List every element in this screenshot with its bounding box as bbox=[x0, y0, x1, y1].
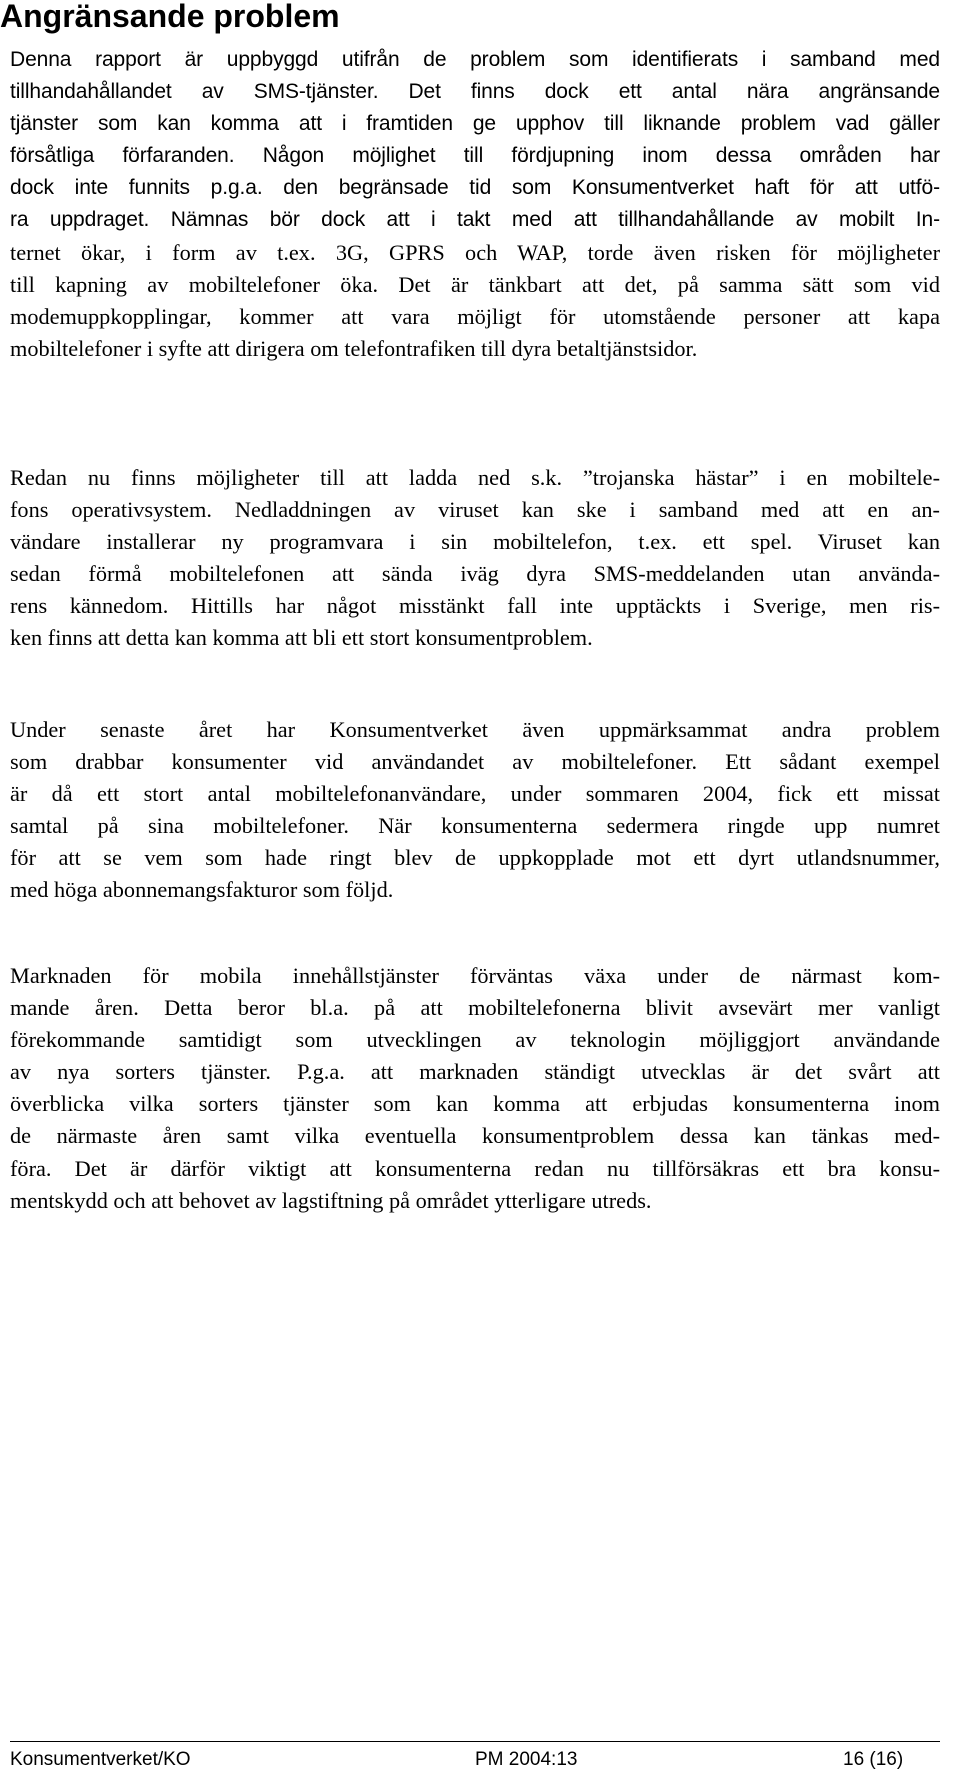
paragraph-line: mentskydd och att behovet av lagstiftning på området ytterligare utreds. bbox=[10, 1187, 652, 1213]
paragraph-line: dock inte funnits p.g.a. den begränsade tid som Konsumentverket haft för att utfö- bbox=[10, 176, 940, 200]
paragraph-line: fons operativsystem. Nedladdningen av viruset kan ske i samband med att en an- bbox=[10, 497, 940, 523]
paragraph-line: förekommande samtidigt som utvecklingen av teknologin möjliggjort användande bbox=[10, 1027, 940, 1053]
footer-organization: Konsumentverket/KO bbox=[10, 1749, 191, 1770]
paragraph-line: som drabbar konsumenter vid användandet av mobiltelefoner. Ett sådant exempel bbox=[10, 749, 940, 775]
paragraph-line: sedan förmå mobiltelefonen att sända iväg dyra SMS-meddelanden utan använda- bbox=[10, 561, 940, 587]
paragraph-line: ternet ökar, i form av t.ex. 3G, GPRS och WAP, torde även risken för möjligheter bbox=[10, 239, 940, 265]
paragraph-line: med höga abonnemangsfakturor som följd. bbox=[10, 877, 394, 903]
paragraph-line: tjänster som kan komma att i framtiden ge upphov till liknande problem vad gäller bbox=[10, 112, 940, 136]
paragraph-line: tillhandahållandet av SMS-tjänster. Det finns dock ett antal nära angränsande bbox=[10, 80, 940, 104]
paragraph-line: mande åren. Detta beror bl.a. på att mobiltelefonerna blivit avsevärt mer vanligt bbox=[10, 995, 940, 1021]
paragraph-line: Under senaste året har Konsumentverket även uppmärksammat andra problem bbox=[10, 717, 940, 742]
paragraph-2 bbox=[10, 462, 940, 655]
paragraph-line: modemuppkopplingar, kommer att vara möjligt för utomstående personer att kapa bbox=[10, 303, 940, 329]
paragraph-line: rens kännedom. Hittills har något misstänkt fall inte upptäckts i Sverige, men ris- bbox=[10, 593, 940, 619]
paragraph-line: till kapning av mobiltelefoner öka. Det är tänkbart att det, på samma sätt som vid bbox=[10, 271, 940, 297]
paragraph-line: samtal på sina mobiltelefoner. När konsumenterna sedermera ringde upp numret bbox=[10, 813, 940, 839]
paragraph-line: för att se vem som hade ringt blev de uppkopplade mot ett dyrt utlandsnummer, bbox=[10, 845, 940, 871]
section-heading: Angränsande problem bbox=[0, 0, 340, 34]
paragraph-line: av nya sorters tjänster. P.g.a. att marknaden ständigt utvecklas är det svårt att bbox=[10, 1059, 940, 1085]
paragraph-line: mobiltelefoner i syfte att dirigera om telefontrafiken till dyra betaltjänstsidor. bbox=[10, 335, 698, 361]
paragraph-line: är då ett stort antal mobiltelefonanvändare, under sommaren 2004, fick ett missat bbox=[10, 781, 940, 807]
paragraph-line: försåtliga förfaranden. Någon möjlighet till fördjupning inom dessa områden har bbox=[10, 144, 940, 168]
footer-page-number: 16 (16) bbox=[843, 1749, 904, 1770]
paragraph-4 bbox=[10, 960, 940, 1217]
paragraph-line: Denna rapport är uppbyggd utifrån de problem som identifierats i samband med bbox=[10, 48, 940, 71]
paragraph-1 bbox=[10, 44, 940, 365]
paragraph-line: överblicka vilka sorters tjänster som kan komma att erbjudas konsumenterna inom bbox=[10, 1091, 940, 1117]
footer-document-number: PM 2004:13 bbox=[475, 1749, 578, 1770]
paragraph-line: föra. Det är därför viktigt att konsumenterna redan nu tillförsäkras ett bra konsu- bbox=[10, 1155, 940, 1181]
paragraph-line: vändare installerar ny programvara i sin mobiltelefon, t.ex. ett spel. Viruset kan bbox=[10, 529, 940, 555]
paragraph-line: Marknaden för mobila innehållstjänster förväntas växa under de närmast kom- bbox=[10, 963, 940, 988]
footer-divider bbox=[10, 1741, 940, 1742]
paragraph-line: ra uppdraget. Nämnas bör dock att i takt med att tillhandahållande av mobilt In- bbox=[10, 208, 940, 232]
paragraph-line: Redan nu finns möjligheter till att ladda ned s.k. ”trojanska hästar” i en mobiltele- bbox=[10, 465, 940, 490]
paragraph-3 bbox=[10, 714, 940, 907]
paragraph-line: de närmaste åren samt vilka eventuella konsumentproblem dessa kan tänkas med- bbox=[10, 1123, 940, 1149]
paragraph-line: ken finns att detta kan komma att bli ett stort konsumentproblem. bbox=[10, 625, 593, 651]
